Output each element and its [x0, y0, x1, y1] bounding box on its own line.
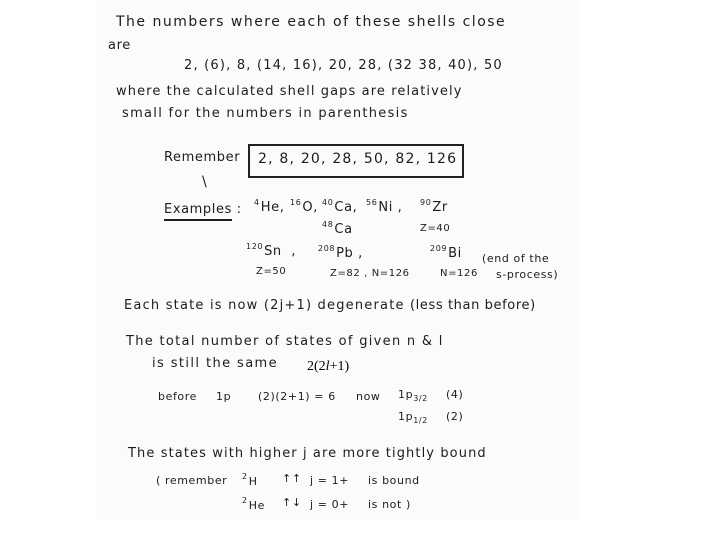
pb-nucleon-note: Z=82 , N=126 — [330, 268, 410, 279]
s-process-note-line1: (end of the — [482, 252, 550, 265]
before-calc: (2)(2+1) = 6 — [258, 390, 336, 403]
remember-label: Remember — [164, 150, 241, 165]
diproton-j: j = 0+ — [310, 498, 350, 511]
deuteron-j: j = 1+ — [310, 474, 350, 487]
magic-numbers: 2, 8, 20, 28, 50, 82, 126 — [258, 151, 458, 167]
isotope-bi209: $^{209}$Bi — [430, 244, 462, 261]
diproton-result: is not ) — [368, 498, 411, 511]
deuteron-spins: ↑↑ — [282, 472, 302, 485]
isotope-ni56: $^{56}$Ni , — [366, 198, 403, 215]
shell-gap-line: where the calculated shell gaps are relatively — [116, 84, 463, 99]
parenthesis-note-line: small for the numbers in parenthesis — [122, 106, 409, 121]
now-count-p3-2: (4) — [446, 388, 464, 401]
sn-proton-note: Z=50 — [256, 266, 287, 277]
degeneracy-aside: (less than before) — [410, 298, 536, 313]
isotope-ca40: $^{40}$Ca, — [322, 198, 358, 215]
diproton-isotope: $^2$He — [242, 496, 265, 512]
binding-line: The states with higher j are more tightly bound — [128, 446, 487, 461]
isotope-sn120: $^{120}$Sn , — [246, 242, 296, 259]
before-label: before — [158, 390, 198, 403]
isotope-ca48: $^{48}$Ca — [322, 220, 353, 237]
total-states-line1: The total number of states of given n & l — [126, 334, 444, 349]
before-state: 1p — [216, 390, 232, 403]
shell-closure-line1: The numbers where each of these shells close — [116, 14, 507, 30]
state-count-formula: 2(2l+1) — [307, 359, 350, 374]
now-state-p3-2: $1p_{3/2}$ — [398, 388, 428, 403]
isotope-pb208: $^{208}$Pb , — [318, 244, 363, 261]
examples-label: Examples : — [164, 202, 242, 217]
arrow-down-icon: \ — [202, 174, 208, 190]
s-process-note-line2: s-process) — [496, 268, 559, 281]
now-count-p1-2: (2) — [446, 410, 464, 423]
examples-underline — [164, 219, 232, 221]
deuteron-result: is bound — [368, 474, 420, 487]
total-states-line2: is still the same — [152, 356, 279, 371]
shell-closure-line2: are — [108, 38, 131, 53]
isotope-he4: $^4$He, — [254, 198, 285, 215]
shell-closure-numbers: 2, (6), 8, (14, 16), 20, 28, (32 38, 40), 50 — [184, 58, 503, 73]
isotope-zr90: $^{90}$Zr — [420, 198, 448, 215]
deuteron-isotope: $^2$H — [242, 472, 258, 488]
bi-neutron-note: N=126 — [440, 268, 478, 279]
diproton-spins: ↑↓ — [282, 496, 302, 509]
zr-proton-note: Z=40 — [420, 223, 451, 234]
isotope-o16: $^{16}$O, — [290, 198, 318, 215]
remember-paren-label: ( remember — [156, 474, 228, 487]
now-state-p1-2: $1p_{1/2}$ — [398, 410, 428, 425]
now-label: now — [356, 390, 381, 403]
degeneracy-line: Each state is now (2j+1) degenerate — [124, 298, 405, 313]
